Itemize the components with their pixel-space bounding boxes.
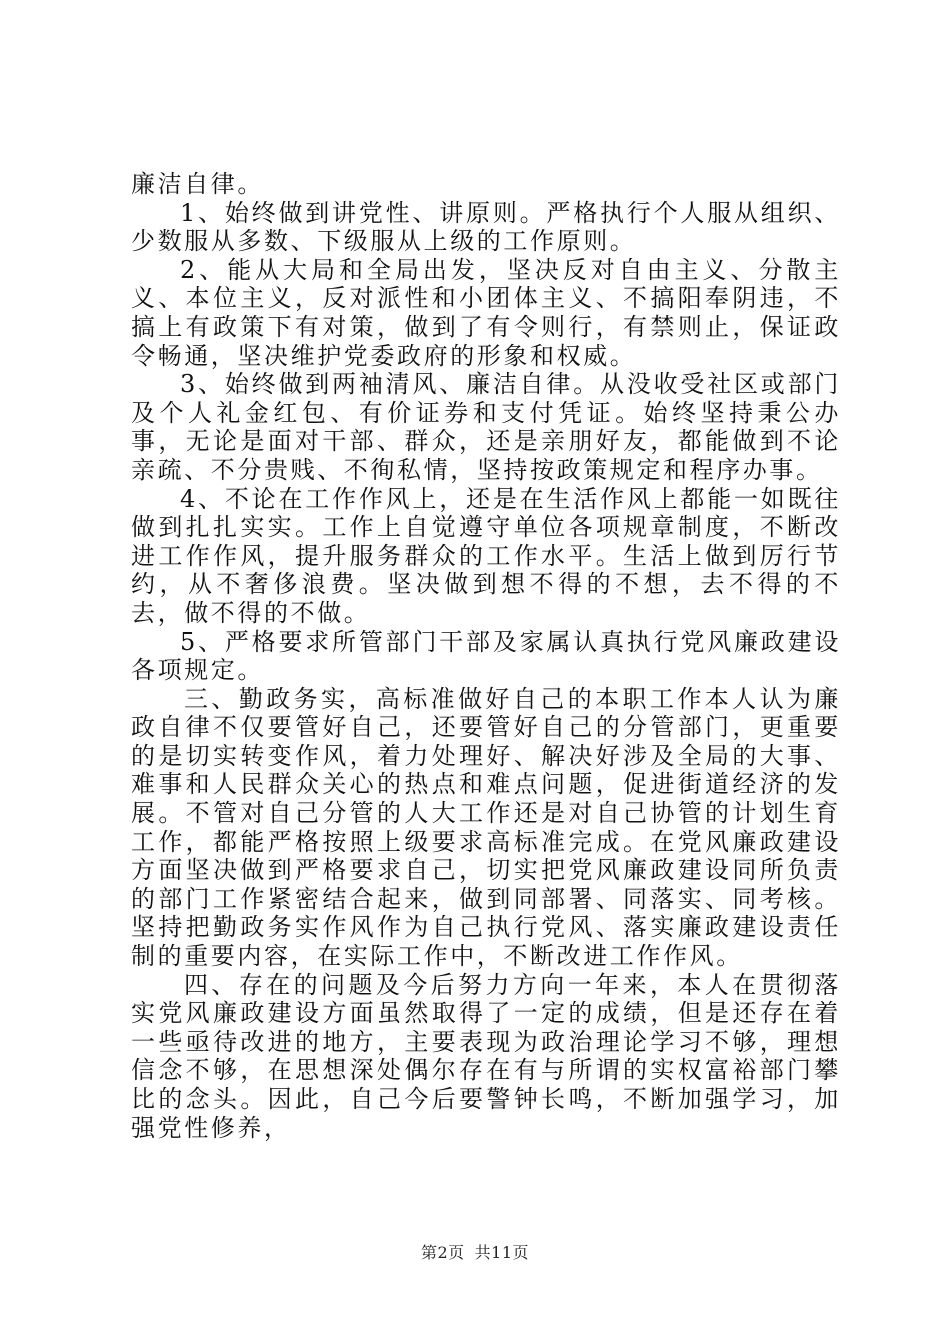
paragraph-item-2: 2、能从大局和全局出发，坚决反对自由主义、分散主义、本位主义，反对派性和小团体主义、不搞阳奉阴违，不搞上有政策下有对策，做到了有令则行，有禁则止，保证政令畅通，坚决维护党委政府的形象和权威。 xyxy=(131,255,841,370)
paragraph-item-4: 4、不论在工作作风上，还是在生活作风上都能一如既往做到扎扎实实。工作上自觉遵守单位各项规章制度，不断改进工作作风，提升服务群众的工作水平。生活上做到厉行节约，从不奢侈浪费。坚决做到想不得的不想，去不得的不去，做不得的不做。 xyxy=(131,484,841,627)
page-total: 共11页 xyxy=(474,1243,530,1262)
page-number: 第2页 xyxy=(420,1243,465,1262)
paragraph-section-4: 四、存在的问题及今后努力方向一年来，本人在贯彻落实党风廉政建设方面虽然取得了一定的成绩，但是还存在着一些亟待改进的地方，主要表现为政治理论学习不够，理想信念不够，在思想深处偶尔存在有与所谓的实权富裕部门攀比的念头。因此，自己今后要警钟长鸣，不断加强学习，加强党性修养， xyxy=(131,970,841,1142)
paragraph-closing-line: 廉洁自律。 xyxy=(131,170,264,198)
paragraph-item-1: 1、始终做到讲党性、讲原则。严格执行个人服从组织、少数服从多数、下级服从上级的工作原则。 xyxy=(131,198,841,256)
document-body xyxy=(131,170,841,1142)
paragraph-section-3: 三、勤政务实，高标准做好自己的本职工作本人认为廉政自律不仅要管好自己，还要管好自己的分管部门，更重要的是切实转变作风，着力处理好、解决好涉及全局的大事、难事和人民群众关心的热点和难点问题，促进街道经济的发展。不管对自己分管的人大工作还是对自己协管的计划生育工作，都能严格按照上级要求高标准完成。在党风廉政建设方面坚决做到严格要求自己，切实把党风廉政建设同所负责的部门工作紧密结合起来，做到同部署、同落实、同考核。坚持把勤政务实作风作为自己执行党风、落实廉政建设责任制的重要内容，在实际工作中，不断改进工作作风。 xyxy=(131,684,841,971)
paragraph-item-5: 5、严格要求所管部门干部及家属认真执行党风廉政建设各项规定。 xyxy=(131,627,841,685)
page-footer xyxy=(0,1240,950,1263)
paragraph-item-3: 3、始终做到两袖清风、廉洁自律。从没收受社区或部门及个人礼金红包、有价证券和支付凭证。始终坚持秉公办事，无论是面对干部、群众，还是亲朋好友，都能做到不论亲疏、不分贵贱、不徇私情，坚持按政策规定和程序办事。 xyxy=(131,370,841,484)
